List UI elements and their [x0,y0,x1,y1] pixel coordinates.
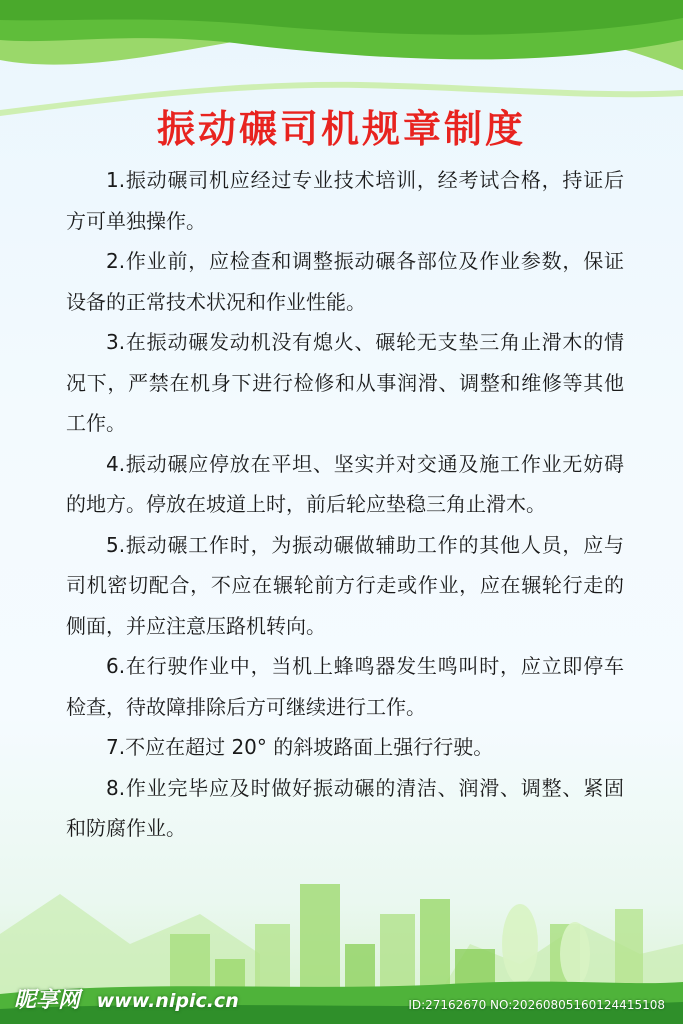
page-title: 振动碾司机规章制度 [156,107,526,151]
rule-item-4: 4.振动碾应停放在平坦、坚实并对交通及施工作业无妨碍的地方。停放在坡道上时，前后轮应垫稳三角止滑木。 [66,451,624,516]
rule-item-3: 3.在振动碾发动机没有熄火、碾轮无支垫三角止滑木的情况下，严禁在机身下进行检修和从事润滑、调整和维修等其他工作。 [66,330,624,435]
rule-item-5: 5.振动碾工作时，为振动碾做辅助工作的其他人员，应与司机密切配合，不应在辗轮前方行走或作业，应在辗轮行走的侧面，并应注意压路机转向。 [66,532,624,638]
site-watermark [14,983,239,1014]
rule-item-6: 6.在行驶作业中，当机上蜂鸣器发生鸣叫时，应立即停车检查，待故障排除后方可继续进行工作。 [66,654,624,719]
watermark-logo: 昵享网 [14,988,81,1013]
rule-item-8: 8.作业完毕应及时做好振动碾的清洁、润滑、调整、紧固和防腐作业。 [66,775,624,840]
watermark-url: www.nipic.cn [96,990,239,1012]
watermark-id: ID:27162670 NO:20260805160124415108 [408,998,665,1012]
rule-item-7: 7.不应在超过 20° 的斜坡路面上强行行驶。 [106,735,494,759]
rules-list [66,160,624,849]
rule-item-2: 2.作业前，应检查和调整振动碾各部位及作业参数，保证设备的正常技术状况和作业性能。 [66,249,624,314]
rule-item-1: 1.振动碾司机应经过专业技术培训，经考试合格，持证后方可单独操作。 [66,168,624,233]
